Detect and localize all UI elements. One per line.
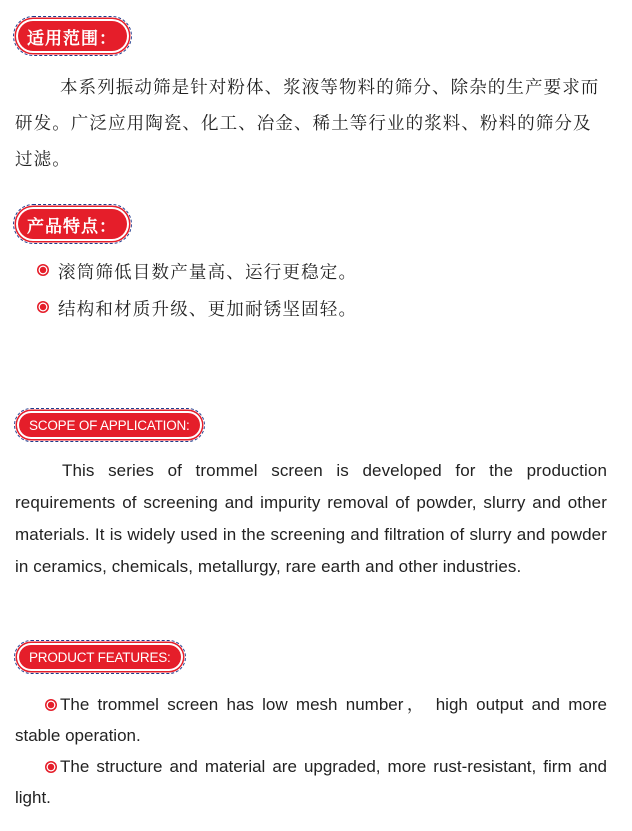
cn-features-heading-badge <box>18 209 127 239</box>
en-feature-item <box>15 751 607 813</box>
en-scope-heading-badge <box>19 413 200 437</box>
cn-feature-text: 滚筒筛低目数产量高、运行更稳定。 <box>58 263 358 283</box>
cn-features-heading: 产品特点： <box>27 216 117 237</box>
cn-scope-heading: 适用范围： <box>27 28 117 49</box>
en-feature-text: The trommel screen has low mesh number， high output and more stable operation. <box>15 695 607 745</box>
cn-feature-item <box>37 259 357 284</box>
radio-bullet-icon <box>37 301 49 313</box>
radio-bullet-icon <box>45 761 57 773</box>
cn-scope-heading-badge <box>18 21 127 51</box>
en-feature-text: The structure and material are upgraded, more rust-resistant, firm and light. <box>15 757 607 807</box>
cn-feature-item <box>37 296 357 321</box>
cn-feature-text: 结构和材质升级、更加耐锈坚固轻。 <box>58 300 358 320</box>
radio-bullet-icon <box>37 264 49 276</box>
en-feature-item <box>15 689 607 751</box>
en-features-heading-badge <box>19 645 181 669</box>
cn-scope-paragraph: 本系列振动筛是针对粉体、浆液等物料的筛分、除杂的生产要求而研发。广泛应用陶瓷、化工、冶金、稀土等行业的浆料、粉料的筛分及过滤。 <box>15 78 600 170</box>
en-scope-heading: SCOPE OF APPLICATION: <box>29 417 190 433</box>
en-scope-paragraph: This series of trommel screen is developed for the production requirements of screening and impurity removal of powder, slurry and other materials. It is widely used in the screening and filtration of slurry and powder in ceramics, chemicals, metallurgy, rare earth and other industries. <box>15 461 607 576</box>
en-features-heading: PRODUCT FEATURES: <box>29 649 171 665</box>
radio-bullet-icon <box>45 699 57 711</box>
